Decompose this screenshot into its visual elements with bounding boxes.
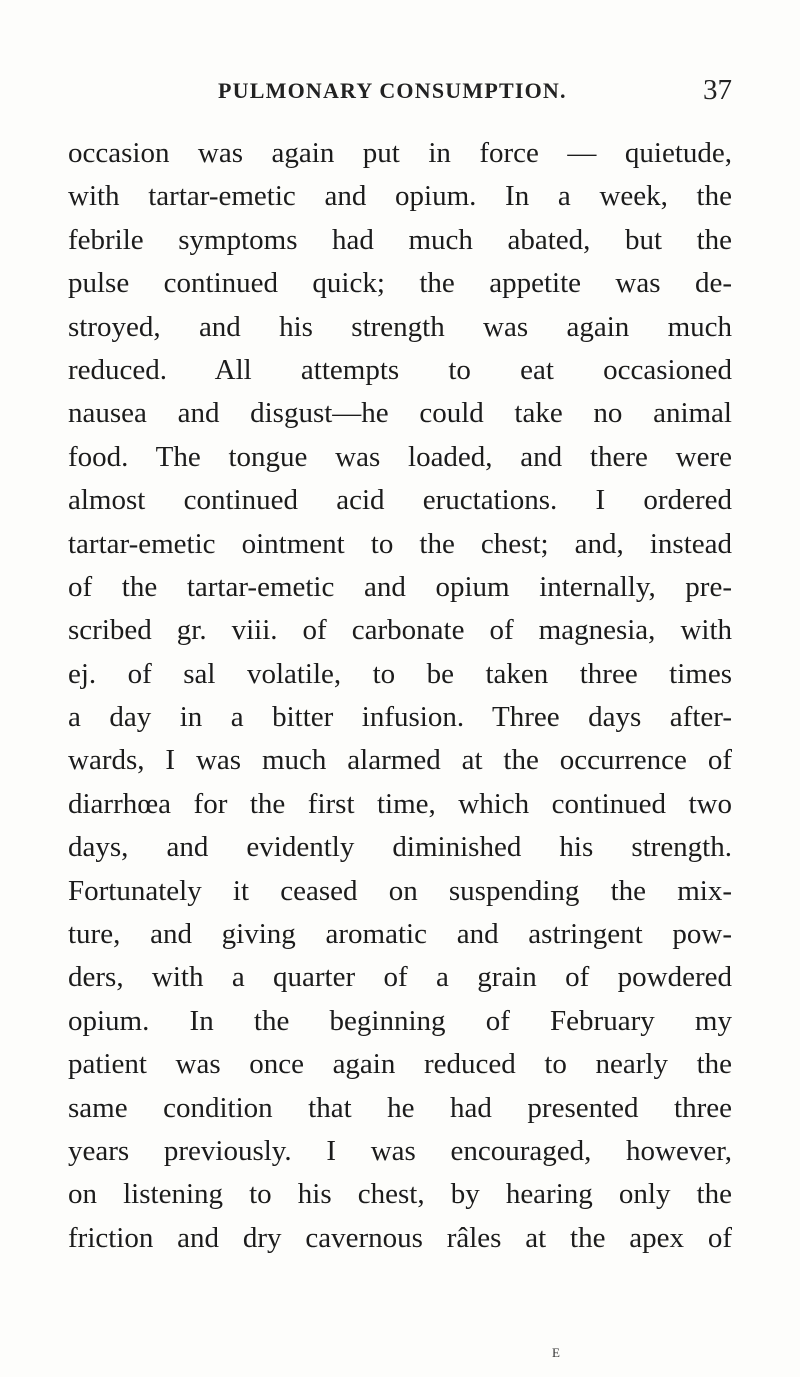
text-line: on listening to his chest, by hearing only the (68, 1178, 732, 1211)
text-line: years previously. I was encouraged, however, (68, 1134, 732, 1167)
text-line: diarrhœa for the first time, which continued two (68, 787, 732, 820)
page-number: 37 (703, 74, 732, 106)
text-line: friction and dry cavernous râles at the apex of (68, 1221, 732, 1254)
text-line: days, and evidently diminished his strength. (68, 831, 732, 864)
text-line: occasion was again put in force — quietude, (68, 137, 732, 169)
text-line: ders, with a quarter of a grain of powdered (68, 961, 732, 994)
body-text (68, 132, 732, 1260)
text-line: with tartar-emetic and opium. In a week, the (68, 180, 732, 213)
text-line: ture, and giving aromatic and astringent pow- (68, 918, 732, 951)
text-line: opium. In the beginning of February my (68, 1004, 732, 1037)
text-line: stroyed, and his strength was again much (68, 310, 732, 343)
text-line: wards, I was much alarmed at the occurrence of (68, 744, 732, 777)
text-line: same condition that he had presented three (68, 1091, 732, 1124)
text-line: almost continued acid eructations. I ordered (68, 484, 732, 517)
text-line: patient was once again reduced to nearly the (68, 1048, 732, 1081)
text-line: febrile symptoms had much abated, but the (68, 223, 732, 256)
text-line: Fortunately it ceased on suspending the mix- (68, 874, 732, 907)
text-line: reduced. All attempts to eat occasioned (68, 353, 732, 386)
text-line: nausea and disgust—he could take no animal (68, 397, 732, 430)
running-head (68, 74, 732, 112)
text-line: food. The tongue was loaded, and there were (68, 440, 732, 473)
text-line: pulse continued quick; the appetite was de- (68, 267, 732, 300)
text-line: scribed gr. viii. of carbonate of magnesia, with (68, 614, 732, 647)
text-line: ej. of sal volatile, to be taken three times (68, 657, 732, 690)
text-line: of the tartar-emetic and opium internally, pre- (68, 570, 732, 603)
running-title: PULMONARY CONSUMPTION. (218, 78, 567, 103)
signature-mark: E (552, 1345, 560, 1360)
text-line: a day in a bitter infusion. Three days after- (68, 701, 732, 734)
text-line: tartar-emetic ointment to the chest; and, instead (68, 527, 732, 560)
